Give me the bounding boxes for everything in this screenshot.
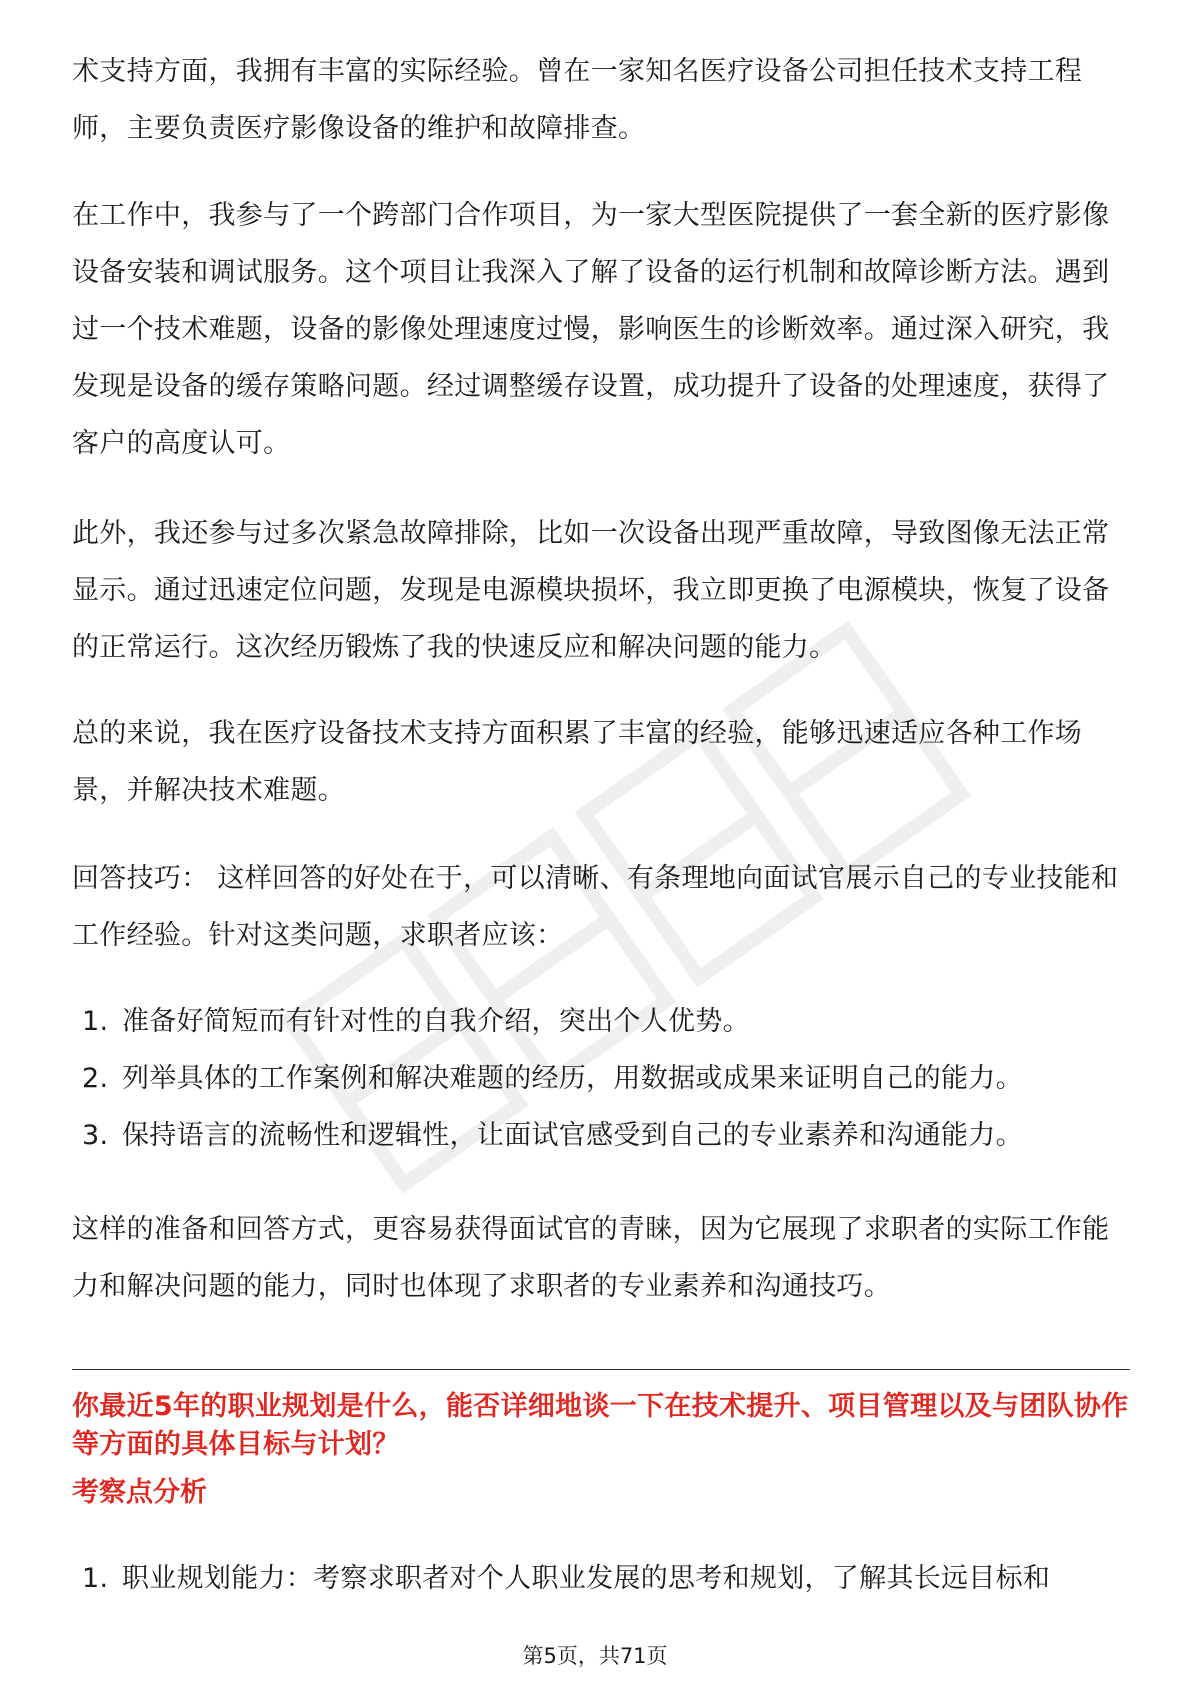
list-item: [82, 1107, 1023, 1164]
paragraph-emergency-troubleshooting: 此外，我还参与过多次紧急故障排除，比如一次设备出现严重故障，导致图像无法正常显示。通过迅速定位问题，发现是电源模块损坏，我立即更换了电源模块，恢复了设备的正常运行。这次经历锻炼了我的快速反应和解决问题的能力。: [72, 518, 1110, 663]
paragraph-answer-tips: 回答技巧： 这样回答的好处在于，可以清晰、有条理地向面试官展示自己的专业技能和工作经验。针对这类问题，求职者应该：: [72, 863, 1119, 951]
section-divider: [72, 1369, 1130, 1370]
section-title-analysis: 考察点分析: [72, 1477, 207, 1508]
list-item-number: 3.: [82, 1120, 109, 1151]
paragraph-summary: 总的来说，我在医疗设备技术支持方面积累了丰富的经验，能够迅速适应各种工作场景，并解决技术难题。: [72, 718, 1083, 806]
list-item-number: 1.: [82, 1006, 109, 1037]
paragraph-project-experience: 在工作中，我参与了一个跨部门合作项目，为一家大型医院提供了一套全新的医疗影像设备安装和调试服务。这个项目让我深入了解了设备的运行机制和故障诊断方法。遇到过一个技术难题，设备的影像处理速度过慢，影响医生的诊断效率。通过深入研究，我发现是设备的缓存策略问题。经过调整缓存设置，成功提升了设备的处理速度，获得了客户的高度认可。: [72, 200, 1110, 459]
page-footer: 第5页，共71页: [522, 1644, 668, 1668]
interview-question: 你最近5年的职业规划是什么，能否详细地谈一下在技术提升、项目管理以及与团队协作等方面的具体目标与计划？: [72, 1391, 1129, 1460]
list-item: [82, 993, 1023, 1050]
paragraph-tech-support-experience: 术支持方面，我拥有丰富的实际经验。曾在一家知名医疗设备公司担任技术支持工程师，主要负责医疗影像设备的维护和故障排查。: [72, 56, 1083, 144]
list-item-text: 保持语言的流畅性和逻辑性，让面试官感受到自己的专业素养和沟通能力。: [122, 1120, 1023, 1151]
list-item-text: 职业规划能力：考察求职者对个人职业发展的思考和规划，了解其长远目标和: [122, 1563, 1051, 1594]
analysis-list: [82, 1550, 1050, 1607]
list-item-text: 准备好简短而有针对性的自我介绍，突出个人优势。: [122, 1006, 750, 1037]
list-item-number: 2.: [82, 1063, 109, 1094]
list-item-text: 列举具体的工作案例和解决难题的经历，用数据或成果来证明自己的能力。: [122, 1063, 1023, 1094]
list-item: [82, 1550, 1050, 1607]
list-item: [82, 1050, 1023, 1107]
paragraph-conclusion: 这样的准备和回答方式，更容易获得面试官的青睐，因为它展现了求职者的实际工作能力和解决问题的能力，同时也体现了求职者的专业素养和沟通技巧。: [72, 1214, 1110, 1302]
list-item-number: 1.: [82, 1563, 109, 1594]
tips-list: [82, 993, 1023, 1164]
